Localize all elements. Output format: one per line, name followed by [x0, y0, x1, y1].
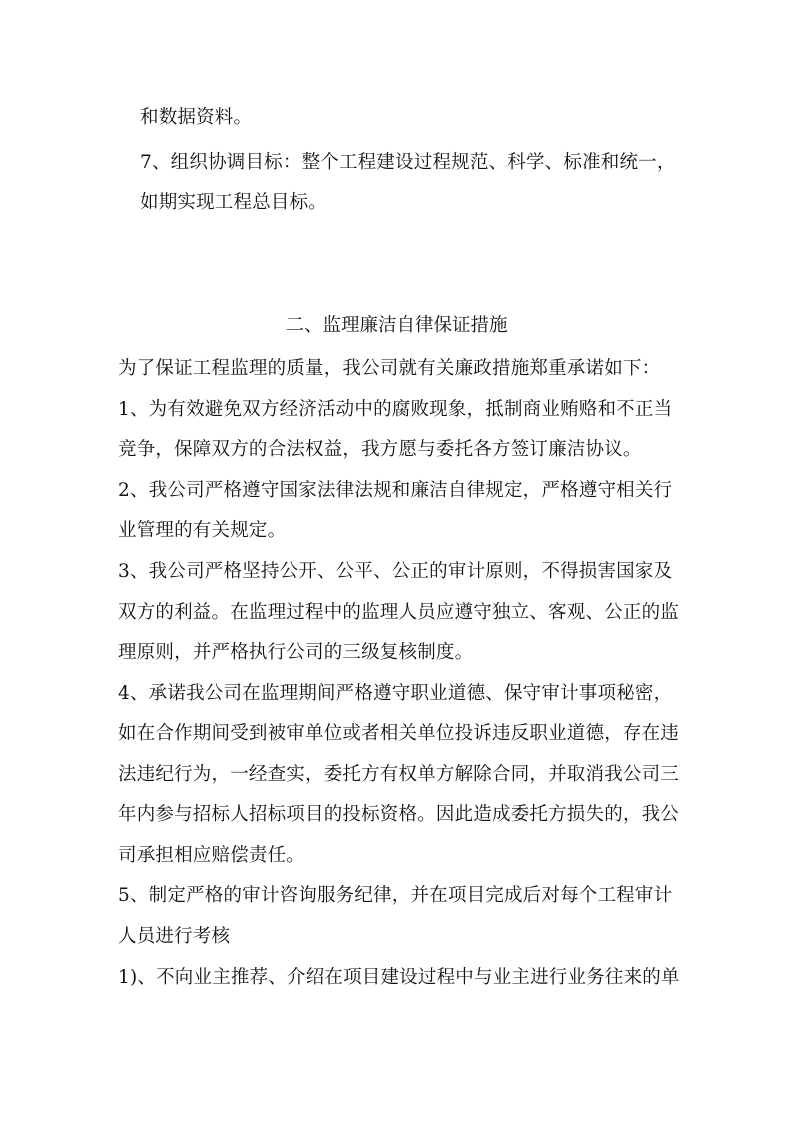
paragraph-line: 7、组织协调目标：整个工程建设过程规范、科学、标准和统一，: [140, 152, 676, 173]
paragraph-line: 如在合作期间受到被审单位或者相关单位投诉违反职业道德，存在违: [118, 723, 680, 744]
paragraph-line: 2、我公司严格遵守国家法律法规和廉洁自律规定，严格遵守相关行: [118, 480, 673, 501]
paragraph-line: 为了保证工程监理的质量，我公司就有关廉政措施郑重承诺如下：: [118, 358, 661, 379]
paragraph-line: 年内参与招标人招标项目的投标资格。因此造成委托方损失的，我公: [118, 804, 680, 825]
paragraph-line: 法违纪行为，一经查实，委托方有权单方解除合同，并取消我公司三: [118, 764, 680, 785]
paragraph-line: 双方的利益。在监理过程中的监理人员应遵守独立、客观、公正的监: [118, 602, 680, 623]
paragraph-line: 司承担相应赔偿责任。: [118, 845, 306, 866]
paragraph-line: 竞争，保障双方的合法权益，我方愿与委托各方签订廉洁协议。: [118, 439, 642, 460]
paragraph-line: 4、承诺我公司在监理期间严格遵守职业道德、保守审计事项秘密，: [118, 683, 673, 704]
paragraph-line: 1、为有效避免双方经济活动中的腐败现象，抵制商业贿赂和不正当: [118, 399, 673, 420]
paragraph-line: 理原则，并严格执行公司的三级复核制度。: [118, 642, 474, 663]
paragraph-line: 如期实现工程总目标。: [140, 192, 328, 213]
paragraph-line: 5、制定严格的审计咨询服务纪律，并在项目完成后对每个工程审计: [118, 885, 673, 906]
paragraph-line: 1)、不向业主推荐、介绍在项目建设过程中与业主进行业务往来的单: [118, 967, 680, 988]
paragraph-line: 3、我公司严格坚持公开、公平、公正的审计原则，不得损害国家及: [118, 561, 673, 582]
paragraph-line: 和数据资料。: [140, 107, 253, 128]
section-heading: 二、监理廉洁自律保证措施: [285, 315, 508, 336]
paragraph-line: 业管理的有关规定。: [118, 520, 287, 541]
paragraph-line: 人员进行考核: [118, 926, 231, 947]
